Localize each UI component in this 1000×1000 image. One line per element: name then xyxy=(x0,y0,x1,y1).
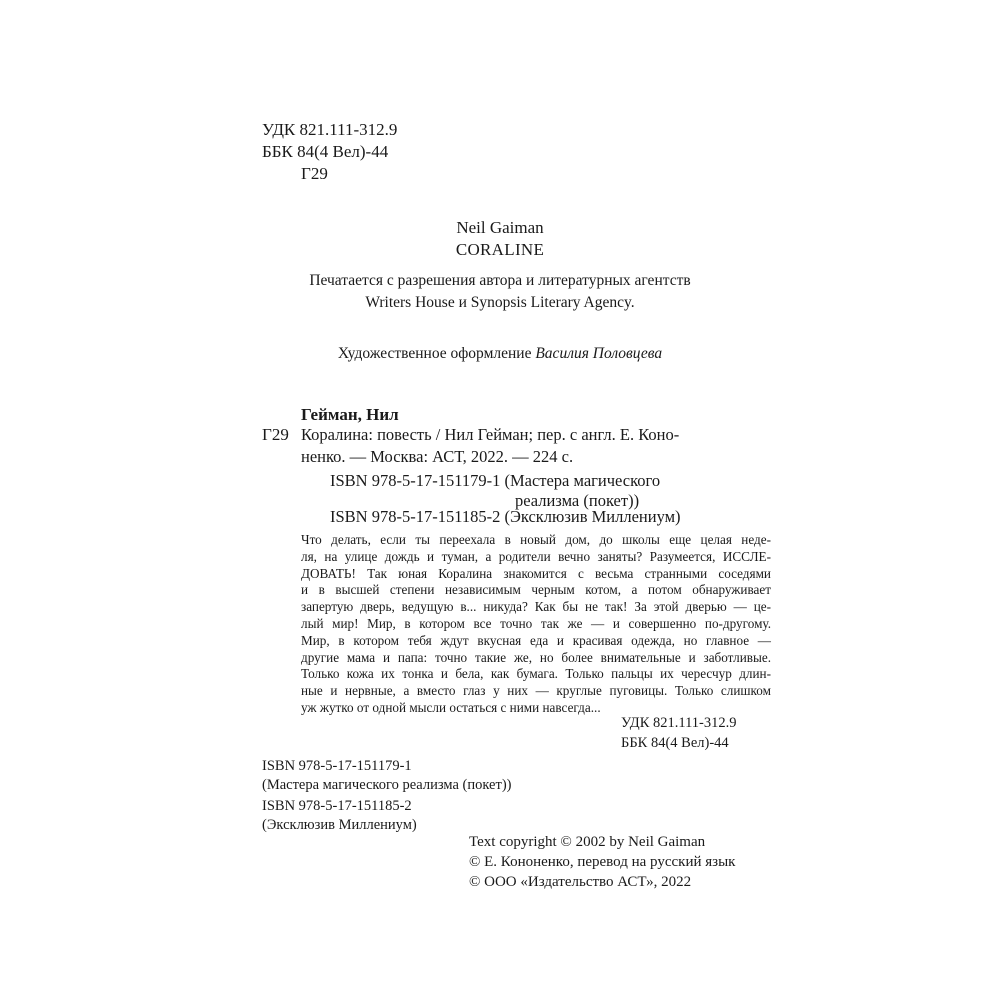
annotation-line: ля, на улице дождь и туман, а родители вечно заняты? Разумеется, ИССЛЕ- xyxy=(301,548,771,564)
copyright-translation: © Е. Кононенко, перевод на русский язык xyxy=(469,854,736,870)
permission-line-1: Печатается с разрешения автора и литературных агентств xyxy=(309,272,691,289)
permission-line-2: Writers House и Synopsis Literary Agency. xyxy=(365,294,635,311)
catalog-author-code: Г29 xyxy=(262,425,289,444)
catalog-description-line-2: ненко. — Москва: АСТ, 2022. — 224 с. xyxy=(301,447,574,466)
annotation-line: и в высшей степени независимым черным котом, а потом обнаруживает xyxy=(301,582,771,598)
bottom-series-1: (Мастера магического реализма (покет)) xyxy=(262,777,512,793)
original-author: Neil Gaiman xyxy=(456,218,544,237)
catalog-isbn-1: ISBN 978-5-17-151179-1 (Мастера магического xyxy=(330,471,661,490)
art-design-name: Василия Половцева xyxy=(535,345,663,362)
catalog-description-line-1: Коралина: повесть / Нил Гейман; пер. с англ. Е. Коно- xyxy=(301,425,680,444)
udk-code: УДК 821.111-312.9 xyxy=(262,120,398,139)
annotation-line: Что делать, если ты переехала в новый дом, до школы еще целая неде- xyxy=(301,532,771,547)
copyright-text: Text copyright © 2002 by Neil Gaiman xyxy=(469,834,706,850)
copyright-publisher: © ООО «Издательство АСТ», 2022 xyxy=(469,874,692,890)
catalog-heading: Гейман, Нил xyxy=(301,405,399,424)
catalog-isbn-2: ISBN 978-5-17-151185-2 (Эксклюзив Миллениум) xyxy=(330,507,681,526)
annotation-paragraph xyxy=(301,532,771,717)
art-design-credit xyxy=(0,343,1000,365)
annotation-line: Только кожа их тонка и бела, как бумага. Только пальцы их чересчур длин- xyxy=(301,666,771,682)
annotation-line: другие мама и папа: точно такие же, но более внимательные и заботливые. xyxy=(301,649,771,665)
bottom-isbn-1: ISBN 978-5-17-151179-1 xyxy=(262,758,412,774)
annotation-line: лый мир! Мир, в котором все точно так же — и совершенно по-другому. xyxy=(301,615,771,631)
annotation-udk: УДК 821.111-312.9 xyxy=(621,715,737,731)
annotation-line: запертую дверь, ведущую в... никуда? Как бы не так! За этой дверью — це- xyxy=(301,599,771,615)
annotation-line: ДОВАТЬ! Так юная Коралина знакомится с весьма странными соседями xyxy=(301,565,771,581)
bbk-code: ББК 84(4 Вел)-44 xyxy=(262,142,389,161)
author-code: Г29 xyxy=(301,164,328,183)
annotation-line: Мир, в котором тебя ждут вкусная еда и красивая одежда, но главное — xyxy=(301,632,771,648)
annotation-bbk: ББК 84(4 Вел)-44 xyxy=(621,735,729,751)
catalog-isbn-1-series: реализма (покет)) xyxy=(515,491,640,510)
original-title: CORALINE xyxy=(455,240,545,259)
bottom-isbn-2: ISBN 978-5-17-151185-2 xyxy=(262,798,412,814)
annotation-line: уж жутко от одной мысли остаться с ними навсегда... xyxy=(301,699,601,715)
annotation-line: ные и нервные, а вместо глаз у них — круглые пуговицы. Только слишком xyxy=(301,683,771,699)
art-design-label: Художественное оформление xyxy=(337,345,532,362)
bottom-series-2: (Эксклюзив Миллениум) xyxy=(262,817,417,833)
